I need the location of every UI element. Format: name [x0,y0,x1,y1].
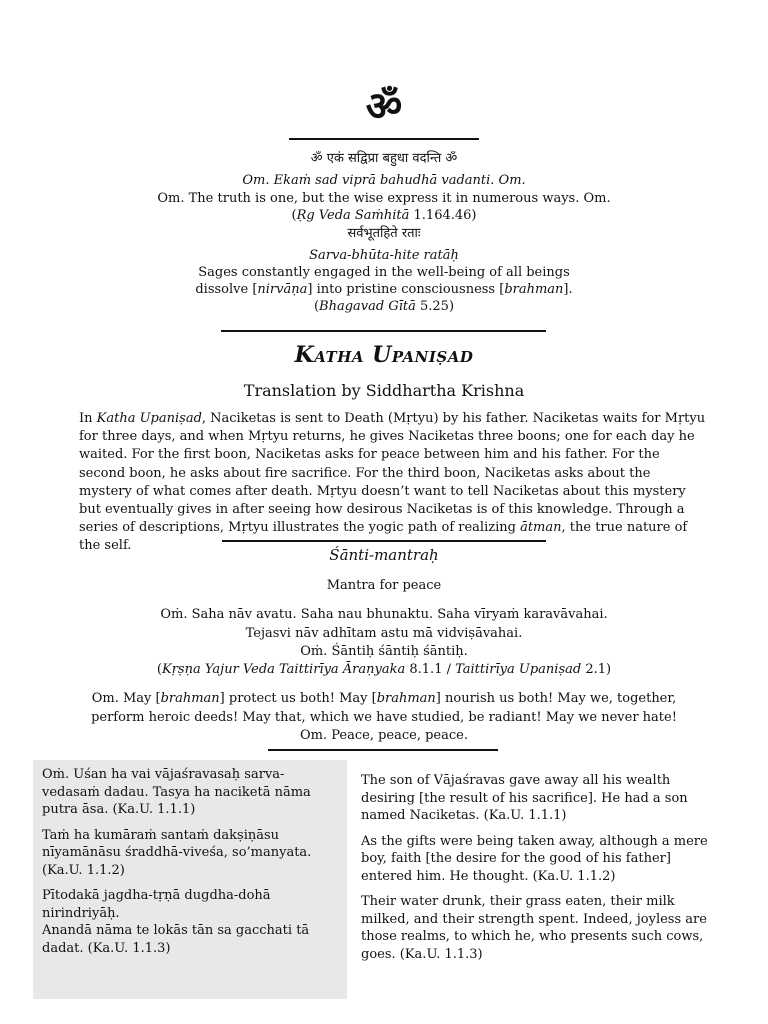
source-paren: ( [291,208,297,223]
rig-veda-devanagari-text: ॐ एकं सद्विप्रा बहुधा वदन्ति ॐ [310,151,458,166]
gita-devanagari-text: सर्वभूतहिते रताः [347,226,421,241]
divider-title [221,330,546,332]
page-subtitle: Translation by Siddhartha Krishna [243,381,525,400]
text: ]. [563,282,573,297]
rig-veda-source [0,207,768,225]
text-italic: Kṛṣṇa Yajur Veda Taittirīya Āraṇyaka [162,662,406,677]
source-title: Ṛg Veda Saṁhitā [296,208,410,223]
shanti-translation-line3: Om. Peace, peace, peace. [300,728,468,743]
text: Om. May [ [91,691,161,706]
shanti-line3: Oṁ. Śāntiḥ śāntiḥ śāntiḥ. [300,644,468,659]
text: 8.1.1 / [405,662,456,677]
rig-veda-devanagari [0,150,768,168]
sanskrit-verse-line: Pītodakā jagdha-tṛṇā dugdha-dohā nirindriyāḥ. [42,888,271,921]
text: In [79,411,97,426]
text: ] into pristine consciousness [ [307,282,505,297]
divider-verses [268,749,498,751]
english-verse: The son of Vājaśravas gave away all his wealth desiring [the result of his sacrifice]. He had a son named Naciketas. (Ka.U. 1.1.1) [361,773,688,823]
sanskrit-verse: Taṁ ha kumāraṁ santaṁ dakṣiṇāsu nīyamānāsu śraddhā-viveśa, so’manyata. (Ka.U. 1.1.2) [42,827,312,878]
om-symbol-icon: ॐ [365,83,403,130]
source-paren: ( [313,299,320,314]
text-italic: brahman [376,691,436,706]
english-verse: As the gifts were being taken away, although a mere boy, faith [the desire for the good of his father] entered him. He thought. (Ka.U. 1.1.2) [361,833,708,884]
text: , the true nature of the self. [79,520,688,554]
rig-veda-transliteration: Om. Ekaṁ sad viprā bahudhā vadanti. Om. [242,173,526,188]
shanti-translation-line1 [0,690,768,708]
source-title: Bhagavad Gītā [319,299,416,314]
text-italic: brahman [504,282,564,297]
sanskrit-verse [42,887,337,957]
shanti-source [0,661,768,679]
shanti-subtitle: Mantra for peace [326,578,442,593]
text: ] protect us both! May [ [219,691,377,706]
gita-devanagari [0,225,768,243]
source-ref: 5.25) [415,299,455,314]
divider-top [289,138,479,140]
text: , Naciketas is sent to Death (Mṛtyu) by his father. Naciketas waits for Mṛtyu for three days, and when Mṛtyu returns, he gives Naciketas three boons; one for each day he waited. For the first boon, Naciketas asks for peace between him and his father. For the second boon, he asks about fire sacrifice. For the third boon, Naciketas asks about the mystery of what comes after death. Mṛtyu doesn’t want to tell Naciketas about this mystery but eventually gives in after seeing how desirous Naciketas is of this knowledge. Through a series of descriptions, Mṛtyu illustrates the yogic path of realizing [79,411,706,536]
intro-paragraph [79,410,707,556]
text-italic: Taittirīya Upaniṣad [455,662,582,677]
gita-source [0,298,768,316]
page-title: Katha Upaniṣad [294,342,474,368]
shanti-line1: Oṁ. Saha nāv avatu. Saha nau bhunaktu. Saha vīryaṁ karavāvahai. [160,607,608,622]
rig-veda-translation: Om. The truth is one, but the wise express it in numerous ways. Om. [157,191,611,206]
text: dissolve [ [195,282,258,297]
source-ref: 1.164.46) [409,208,477,223]
text: 2.1) [581,662,612,677]
shanti-line2: Tejasvi nāv adhītam astu mā vidviṣāvahai. [245,626,523,641]
text-italic: nirvāṇa [257,282,308,297]
english-verses-column [361,772,711,971]
divider-shanti [222,540,546,542]
text: ( [156,662,162,677]
english-verse: Their water drunk, their grass eaten, their milk milked, and their strength spent. Indeed, joyless are those realms, to which he, who presents such cows, goes. (Ka.U. 1.1.3) [361,894,707,962]
shanti-translation-line2: perform heroic deeds! May that, which we have studied, be radiant! May we never hate! [91,710,677,725]
text: ] nourish us both! May we, together, [435,691,677,706]
sanskrit-verse-line: Anandā nāma te lokās tān sa gacchati tā dadat. (Ka.U. 1.1.3) [42,923,310,956]
sanskrit-verses-column [33,760,347,999]
text-italic: brahman [160,691,220,706]
gita-translation-line1: Sages constantly engaged in the well-being of all beings [198,265,570,280]
gita-translation-line2 [0,281,768,299]
text-italic: Katha Upaniṣad [96,411,202,426]
text-italic: ātman [520,520,562,536]
gita-transliteration: Sarva-bhūta-hite ratāḥ [309,248,459,263]
shanti-title: Śānti-mantraḥ [329,546,439,564]
sanskrit-verse: Oṁ. Uśan ha vai vājaśravasaḥ sarva-vedasaṁ dadau. Tasya ha naciketā nāma putra āsa. (Ka.U. 1.1.1) [42,767,311,817]
